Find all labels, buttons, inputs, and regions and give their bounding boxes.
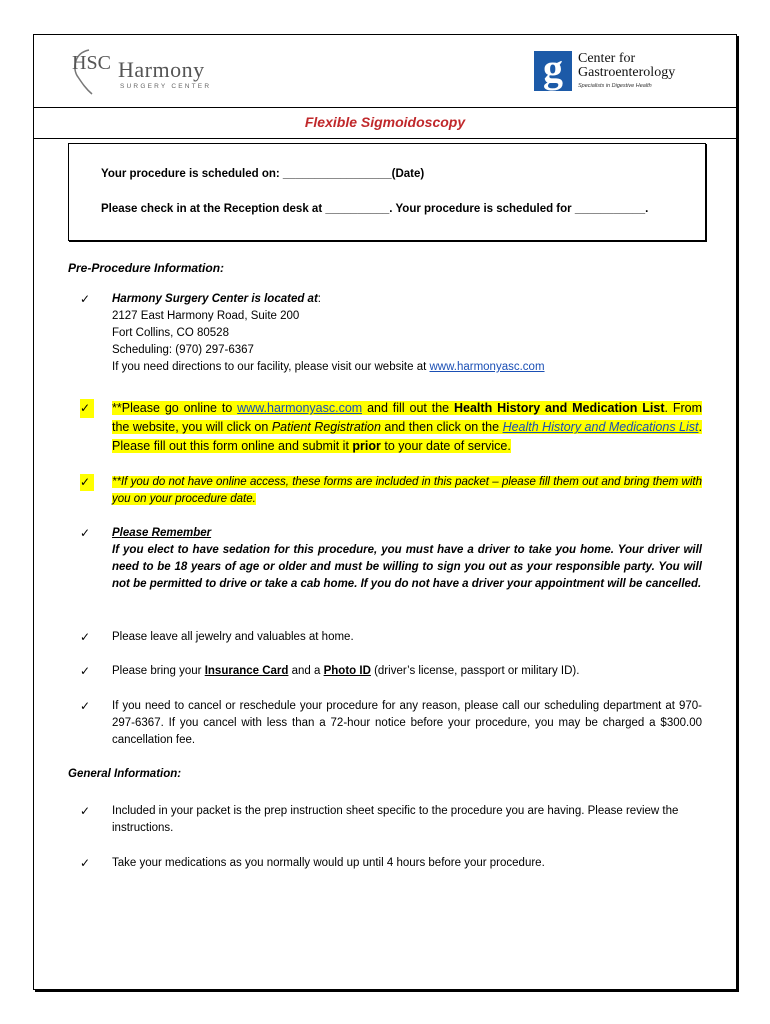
online-bold-prior: prior [352,439,381,453]
pre-procedure-heading: Pre-Procedure Information: [68,261,225,275]
monogram-h: HSC [72,52,111,74]
bring-mid: and a [288,665,324,677]
gastro-logo-line1: Center for [578,51,636,66]
address-line-1: 2127 East Harmony Road, Suite 200 [112,310,300,322]
list-item-offline-forms [80,474,702,508]
schedule-box [68,143,706,241]
page-shadow-right [736,36,739,992]
header [34,35,736,108]
list-item-location [80,291,702,376]
schedule-date-line: Your procedure is scheduled on: _________________(Date) [101,168,425,180]
online-suffix: to your date of service. [380,439,511,453]
check-icon: ✓ [80,699,91,713]
harmony-logo-subtitle: SURGERY CENTER [120,83,212,90]
medications-text: Take your medications as you normally would up until 4 hours before your procedure. [112,857,545,869]
check-icon: ✓ [80,292,91,306]
online-prefix: **Please go online to [112,401,238,415]
scheduling-phone: Scheduling: (970) 297-6367 [112,344,254,356]
directions-text: If you need directions to our facility, please visit our website at [112,361,430,373]
list-item-cancellation [80,698,702,749]
check-icon: ✓ [80,474,94,491]
list-item-please-remember [80,525,702,593]
hsc-monogram-logo [64,47,114,97]
photo-id-text: Photo ID [323,665,371,677]
check-icon: ✓ [80,630,91,644]
schedule-checkin-line: Please check in at the Reception desk at __________. Your procedure is scheduled for ___________. [101,203,649,215]
document-page [33,34,737,990]
gastro-logo-tagline: Specialists in Digestive Health [578,83,652,89]
bring-prefix: Please bring your [112,665,205,677]
patient-registration-text: Patient Registration [271,420,381,434]
online-bold-forms: Health History and Medication List [454,401,665,415]
check-icon: ✓ [80,526,91,540]
online-mid4: . Please fill out this form online and submit it [112,420,702,453]
gastro-logo-line2: Gastroenterology [578,65,676,80]
list-item-packet [80,803,702,837]
check-icon: ✓ [80,804,91,818]
remember-heading: Please Remember [112,527,212,539]
online-mid3: and then click on the [380,420,503,434]
check-icon: ✓ [80,664,91,678]
title-row [34,108,736,139]
list-item-medications [80,855,702,872]
offline-text: **If you do not have online access, these forms are included in this packet – please fill them out and bring them with you on your procedure date. [112,476,702,505]
list-item-bring-id [80,663,702,680]
check-icon: ✓ [80,399,94,418]
location-heading-colon: : [317,293,321,305]
general-info-heading: General Information: [68,768,182,780]
harmony-logo [64,47,254,97]
website-link[interactable]: www.harmonyasc.com [429,361,545,373]
gastro-logo [534,46,694,97]
bring-suffix: (driver’s license, passport or military ID). [370,665,580,677]
document-title: Flexible Sigmoidoscopy [304,114,466,130]
list-item-jewelry [80,629,702,646]
online-mid2: . From the website, you will click on [112,401,703,434]
page-shadow-bottom [35,989,739,992]
cancellation-text: If you need to cancel or reschedule your procedure for any reason, please call our scheduling department at 970-297-6367. If you cancel with less than a 72-hour notice before your procedure, you may be charged a $300.00 cancellation fee. [112,700,702,746]
remember-body: If you elect to have sedation for this procedure, you must have a driver to take you home. Your driver will need to be 18 years of age or older and must be willing to sign you out as your responsible party. You will not be permitted to drive or take a cab home. If you do not have a driver your appointment will be cancelled. [112,544,702,590]
g-logo-icon: g [534,51,572,91]
address-line-2: Fort Collins, CO 80528 [112,327,229,339]
harmony-logo-name: Harmony [118,57,205,82]
jewelry-text: Please leave all jewelry and valuables at home. [112,631,354,643]
health-history-link[interactable]: Health History and Medications List [502,420,699,434]
list-item-online-forms [80,399,702,456]
location-heading: Harmony Surgery Center is located at [112,293,318,305]
insurance-card-text: Insurance Card [204,665,289,677]
packet-text: Included in your packet is the prep instruction sheet specific to the procedure you are having. Please review the instructions. [112,805,679,834]
online-mid1: and fill out the [362,401,454,415]
check-icon: ✓ [80,856,91,870]
online-website-link[interactable]: www.harmonyasc.com [237,401,363,415]
